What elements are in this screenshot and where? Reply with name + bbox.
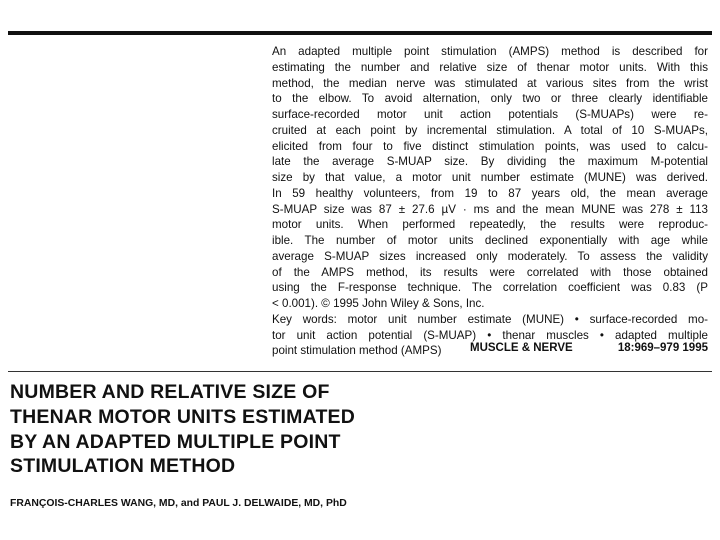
top-rule — [8, 31, 712, 35]
keywords-line: tor unit action potential (S-MUAP) • thenar muscles • adapted multiple — [272, 328, 708, 342]
article-title — [10, 380, 430, 479]
authors: FRANÇOIS-CHARLES WANG, MD, and PAUL J. DELWAIDE, MD, PhD — [10, 498, 347, 509]
title-line: NUMBER AND RELATIVE SIZE OF — [10, 381, 330, 403]
abstract-line: average S-MUAP sizes increased only moderately. To assess the validity — [272, 249, 708, 263]
journal-name: MUSCLE & NERVE — [470, 342, 573, 354]
abstract-line: of the AMPS method, its results were correlated with those obtained — [272, 265, 708, 279]
abstract — [272, 44, 708, 359]
divider-rule — [8, 371, 712, 372]
abstract-line: motor units. When performed repeatedly, the results were reproduc- — [272, 218, 708, 232]
abstract-line: ible. The number of motor units declined exponentially with age while — [272, 234, 708, 247]
abstract-line: estimating the number and relative size of thenar motor units. With this — [272, 60, 708, 74]
abstract-line: An adapted multiple point stimulation (AMPS) method is described for — [272, 45, 708, 58]
journal-citation — [470, 342, 708, 354]
abstract-line: late the average S-MUAP size. By dividing the maximum M-potential — [272, 155, 708, 169]
title-line: STIMULATION METHOD — [10, 455, 236, 478]
abstract-line: method, the median nerve was stimulated at various sites from the wrist — [272, 76, 708, 90]
abstract-line: to the elbow. To avoid alternation, only two or three clearly identifiable — [272, 92, 708, 106]
abstract-line: cruited at each point by incremental stimulation. A total of 10 S-MUAPs, — [272, 123, 708, 137]
abstract-line: < 0.001). © 1995 John Wiley & Sons, Inc. — [272, 297, 485, 310]
title-line: BY AN ADAPTED MULTIPLE POINT — [10, 430, 341, 453]
abstract-line: using the F-response technique. The correlation coefficient was 0.83 (P — [272, 281, 708, 295]
abstract-line: In 59 healthy volunteers, from 19 to 87 years old, the mean average — [272, 186, 708, 200]
journal-volume-pages: 18:969–979 1995 — [617, 342, 708, 354]
abstract-line: size by that value, a motor unit number estimate (MUNE) was derived. — [272, 171, 708, 184]
abstract-line: S-MUAP size was 87 ± 27.6 µV · ms and the mean MUNE was 278 ± 113 — [272, 202, 708, 216]
keywords-line: Key words: motor unit number estimate (MUNE) • surface-recorded mo- — [272, 312, 708, 326]
title-line: THENAR MOTOR UNITS ESTIMATED — [10, 405, 356, 428]
keywords-line: point stimulation method (AMPS) — [272, 344, 442, 358]
abstract-line: surface-recorded motor unit action potentials (S-MUAPs) were re- — [272, 108, 708, 121]
abstract-line: elicited from four to five distinct stimulation points, was used to calcu- — [272, 139, 708, 153]
